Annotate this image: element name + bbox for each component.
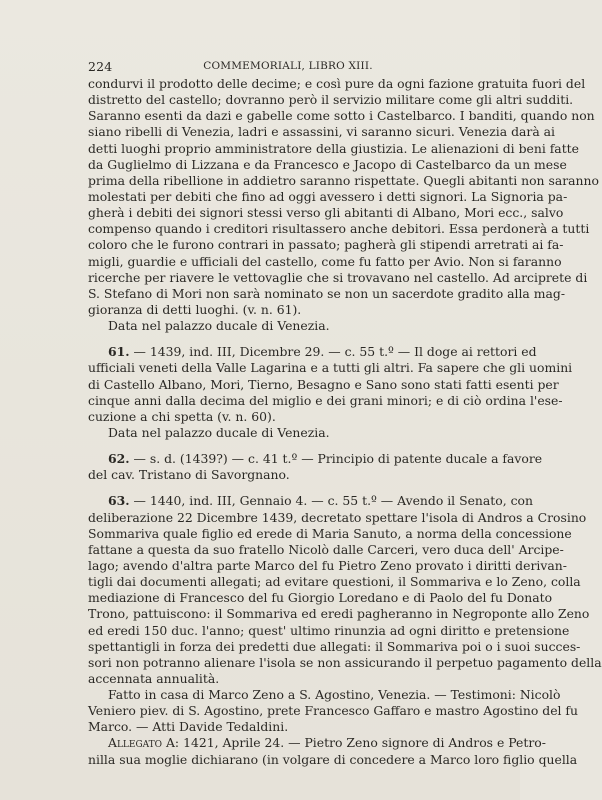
text-line: accennata annualità. <box>88 670 220 686</box>
text-line: cinque anni dalla decima del miglio e dei grani minori; e di ciò ordina l'ese- <box>88 392 563 408</box>
text-line: di Castello Albano, Mori, Tierno, Besagno e Sano sono stati fatti esenti per <box>88 376 559 392</box>
text-line: lago; avendo d'altra parte Marco del fu Pietro Zeno provato i diritti derivan- <box>88 557 567 573</box>
running-title: COMMEMORIALI, LIBRO XIII. <box>203 60 373 72</box>
text-line: siano ribelli di Venezia, ladri e assassini, vi saranno sicuri. Venezia darà ai <box>88 124 555 140</box>
text-line: — 1440, ind. III, Gennaio 4. — c. 55 t.º — Avendo il Senato, con <box>133 493 533 509</box>
closing-line: Marco. — Atti Davide Tedaldini. <box>88 719 289 735</box>
entry-number: 62. <box>108 451 130 467</box>
closing-line: Data nel palazzo ducale di Venezia. <box>108 318 330 334</box>
text-line: fattane a questa da suo fratello Nicolò dalle Carceri, vero duca dell' Arcipe- <box>88 541 564 557</box>
text-line: cuzione a chi spetta (v. n. 60). <box>88 408 276 424</box>
page-header <box>88 59 488 75</box>
entry-first-line <box>88 451 543 467</box>
text-line: — 1439, ind. III, Dicembre 29. — c. 55 t.º — Il doge ai rettori ed <box>133 344 537 360</box>
text-line: — s. d. (1439?) — c. 41 t.º — Principio di patente ducale a favore <box>133 451 543 467</box>
text-line: Saranno esenti da dazi e gabelle come sotto i Castelbarco. I banditi, quando non <box>88 108 595 124</box>
allegato-a <box>88 735 578 767</box>
closing-line: Data nel palazzo ducale di Venezia. <box>108 424 330 440</box>
text-line: mediazione di Francesco del fu Giorgio Loredano e di Paolo del fu Donato <box>88 590 553 606</box>
text-line: ed eredi 150 duc. l'anno; quest' ultimo rinunzia ad ogni diritto e pretensione <box>88 622 570 638</box>
closing-line: Fatto in casa di Marco Zeno a S. Agostino, Venezia. — Testimoni: Nicolò <box>108 687 561 703</box>
text-line: prima della ribellione in addietro saranno rispettate. Quegli abitanti non saranno <box>88 172 599 188</box>
text-line: ufficiali veneti della Valle Lagarina e a tutti gli altri. Fa sapere che gli uomini <box>88 360 573 376</box>
text-line: molestati per debiti che fino ad oggi avessero i detti signori. La Signoria pa- <box>88 188 568 204</box>
text-line: tigli dai documenti allegati; ad evitare questioni, il Sommariva e lo Zeno, colla <box>88 574 581 590</box>
paragraph-entry-60-continued <box>88 76 599 334</box>
text-line: coloro che le furono contrari in passato; pagherà gli stipendi arretrati ai fa- <box>88 237 564 253</box>
text-line: 1421, Aprile 24. — Pietro Zeno signore di Andros e Petro- <box>183 735 546 751</box>
text-line: nilla sua moglie dichiarano (in volgare di concedere a Marco loro figlio quella <box>88 751 578 767</box>
allegato-label: Allegato A: <box>108 735 180 751</box>
text-line: distretto del castello; dovranno però il servizio militare come gli altri sudditi. <box>88 92 574 108</box>
page-body <box>88 76 602 768</box>
allegato-first-line <box>88 735 546 751</box>
entry-number: 61. <box>108 344 130 360</box>
text-line: detti luoghi proprio amministratore della giustizia. Le alienazioni di beni fatte <box>88 140 579 156</box>
text-line: gherà i debiti dei signori stessi verso gli abitanti di Albano, Mori ecc., salvo <box>88 205 564 221</box>
text-line: spettantigli in forza dei predetti due allegati: il Sommariva poi o i suoi succes- <box>88 638 581 654</box>
text-line: del cav. Tristano di Savorgnano. <box>88 467 290 483</box>
entry-number: 63. <box>108 493 130 509</box>
entry-first-line <box>88 493 533 509</box>
text-line: Sommariva quale figlio ed erede di Maria Sanuto, a norma della concessione <box>88 525 572 541</box>
entry-first-line <box>88 344 537 360</box>
text-line: Trono, pattuiscono: il Sommariva ed eredi pagheranno in Negroponte allo Zeno <box>88 606 590 622</box>
entry-62 <box>88 451 543 483</box>
closing-line: Veniero piev. di S. Agostino, prete Francesco Gaffaro e mastro Agostino del fu <box>88 703 578 719</box>
page-number: 224 <box>88 59 113 74</box>
text-line: compenso quando i creditori risultassero anche debitori. Essa perdonerà a tutti <box>88 221 590 237</box>
text-line: ricerche per riavere le vettovaglie che si trovavano nel castello. Ad arciprete di <box>88 269 588 285</box>
text-line: da Guglielmo di Lizzana e da Francesco e Jacopo di Castelbarco da un mese <box>88 156 567 172</box>
text-line: deliberazione 22 Dicembre 1439, decretato spettare l'isola di Andros a Crosino <box>88 509 587 525</box>
text-line: S. Stefano di Mori non sarà nominato se non un sacerdote gradito alla mag- <box>88 285 566 301</box>
text-line: condurvi il prodotto delle decime; e così pure da ogni fazione gratuita fuori del <box>88 76 586 91</box>
entry-61 <box>88 344 573 441</box>
text-line: migli, guardie e ufficiali del castello, come fu fatto per Avio. Non si faranno <box>88 253 562 269</box>
entry-63 <box>88 493 602 735</box>
text-line: sori non potranno alienare l'isola se non assicurando il perpetuo pagamento della <box>88 654 602 670</box>
text-line: gioranza di detti luoghi. (v. n. 61). <box>88 301 302 317</box>
